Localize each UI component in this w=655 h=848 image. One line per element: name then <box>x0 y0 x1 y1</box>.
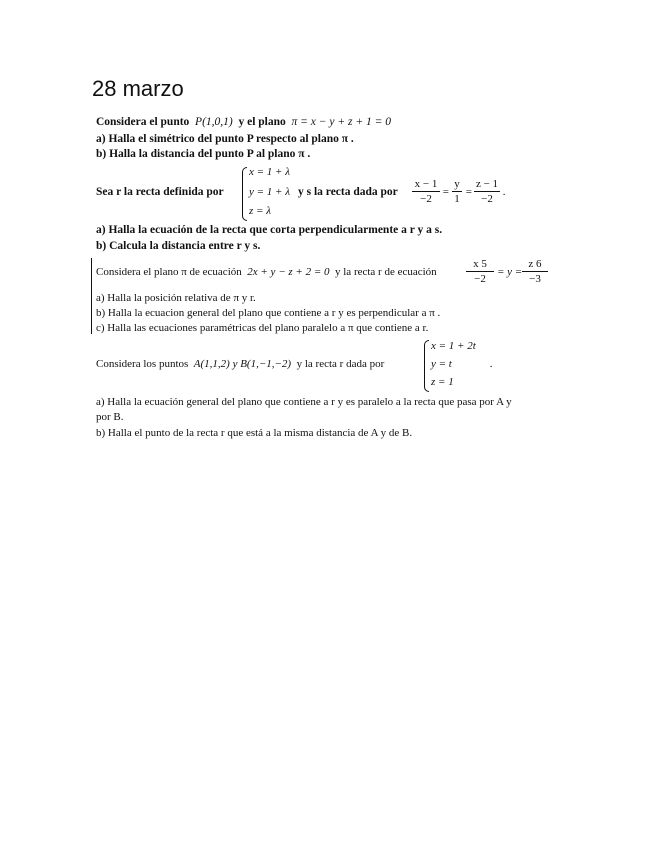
ex4-statement <box>96 358 384 370</box>
ex4-part-b: b) Halla el punto de la recta r que está a la misma distancia de A y de B. <box>96 427 413 439</box>
fraction-bar <box>466 271 494 272</box>
page-title: 28 marzo <box>92 76 184 101</box>
ex1-plane: π = x − y + z + 1 = 0 <box>291 116 392 128</box>
ex4-system-y: y = t <box>431 358 452 370</box>
ex3-fraction-x-num: x 5 <box>473 258 487 270</box>
ex4-middle: y la recta r dada por <box>296 358 385 370</box>
ex1-part-b: b) Halla la distancia del punto P al plano π . <box>96 148 311 160</box>
ex1-prefix: Considera el punto <box>96 116 190 128</box>
ex2-equals-1: = <box>442 186 450 198</box>
ex2-part-b: b) Calcula la distancia entre r y s. <box>96 240 261 252</box>
ex4-part-a-line1: a) Halla la ecuación general del plano que contiene a r y es paralelo a la recta que pasa por A y <box>96 396 512 408</box>
ex3-equals: = y = <box>497 266 523 278</box>
ex4-system-x: x = 1 + 2t <box>431 340 476 352</box>
ex2-system-x: x = 1 + λ <box>249 166 290 178</box>
fraction-bar <box>412 191 440 192</box>
ex2-system-z: z = λ <box>249 205 271 217</box>
ex3-part-b: b) Halla la ecuacion general del plano que contiene a r y es perpendicular a π . <box>96 307 441 319</box>
ex2-period: . <box>503 186 506 198</box>
ex1-statement <box>96 116 391 128</box>
ex4-points: A(1,1,2) y B(1,−1,−2) <box>193 358 292 370</box>
ex3-fraction-z-den: −3 <box>529 273 541 285</box>
ex3-fraction-z <box>522 258 548 285</box>
ex4-system-brace <box>424 340 429 392</box>
ex2-fraction-z-num: z − 1 <box>475 178 499 190</box>
fraction-bar <box>474 191 500 192</box>
ex4-system-z: z = 1 <box>431 376 454 388</box>
ex3-margin-bar <box>91 258 92 334</box>
ex2-system-brace <box>242 167 247 221</box>
ex2-prefix: Sea r la recta definida por <box>96 186 224 198</box>
ex3-fraction-z-num: z 6 <box>528 258 542 270</box>
ex3-part-c: c) Halla las ecuaciones paramétricas del plano paralelo a π que contiene a r. <box>96 322 429 334</box>
ex2-fraction-z-den: −2 <box>481 193 493 205</box>
ex3-part-a: a) Halla la posición relativa de π y r. <box>96 292 256 304</box>
ex4-period: . <box>490 358 493 370</box>
ex3-plane: 2x + y − z + 2 = 0 <box>247 266 330 278</box>
ex2-fraction-y-den: 1 <box>454 193 460 205</box>
ex2-middle: y s la recta dada por <box>298 186 398 198</box>
ex1-point: P(1,0,1) <box>195 116 233 128</box>
ex3-fraction-x <box>466 258 494 285</box>
ex3-prefix: Considera el plano π de ecuación <box>96 266 242 278</box>
ex2-fraction-x <box>412 178 440 205</box>
ex3-statement <box>96 266 437 278</box>
ex2-fraction-y <box>452 178 462 205</box>
ex2-fraction-z <box>474 178 500 205</box>
ex2-fraction-y-num: y <box>454 178 460 190</box>
ex3-middle: y la recta r de ecuación <box>335 266 437 278</box>
ex3-fraction-x-den: −2 <box>474 273 486 285</box>
ex2-fraction-x-num: x − 1 <box>414 178 438 190</box>
fraction-bar <box>522 271 548 272</box>
ex2-equals-2: = <box>465 186 473 198</box>
ex2-system-y: y = 1 + λ <box>249 186 290 198</box>
ex4-prefix: Considera los puntos <box>96 358 189 370</box>
ex1-part-a: a) Halla el simétrico del punto P respecto al plano π . <box>96 133 354 145</box>
ex2-fraction-x-den: −2 <box>420 193 432 205</box>
ex4-part-a-line2: por B. <box>96 411 124 423</box>
ex1-mid: y el plano <box>238 116 286 128</box>
fraction-bar <box>452 191 462 192</box>
ex2-part-a: a) Halla la ecuación de la recta que corta perpendicularmente a r y a s. <box>96 224 443 236</box>
